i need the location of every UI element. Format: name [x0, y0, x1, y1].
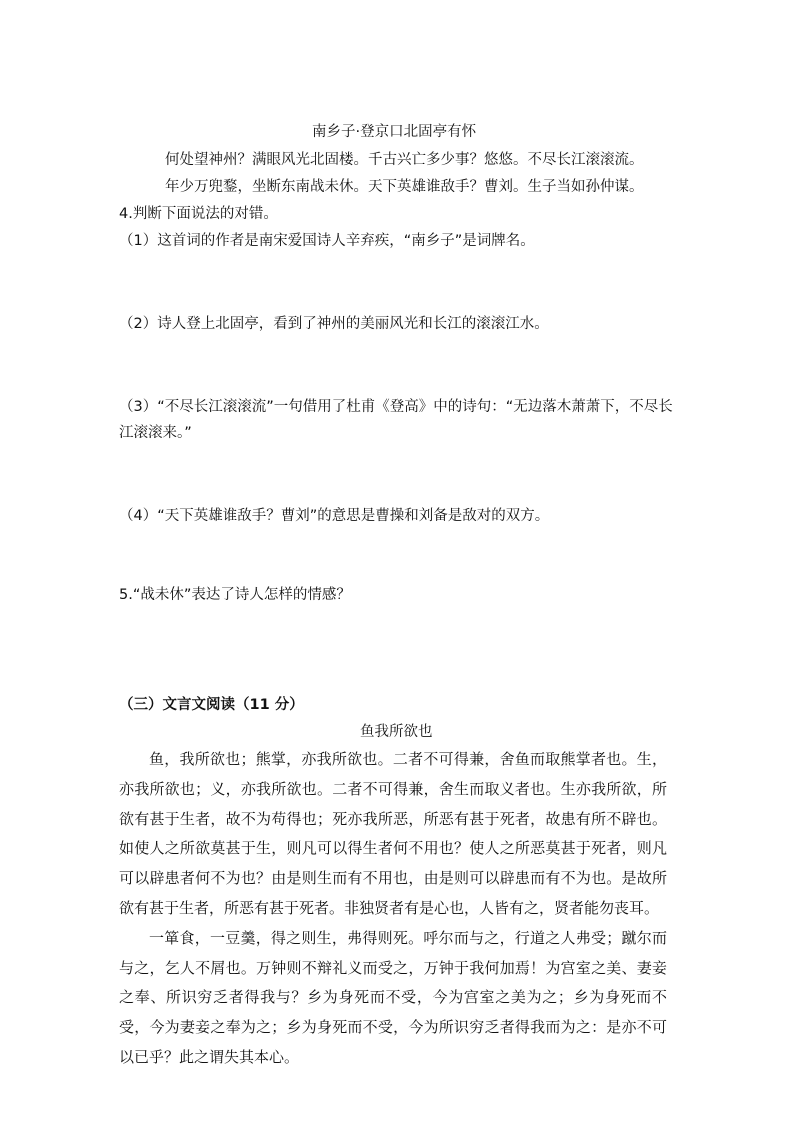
question-4-statement-2: （2）诗人登上北固亭，看到了神州的美丽风光和长江的滚滚江水。: [119, 316, 549, 332]
passage-paragraph-2: 一箪食，一豆羹，得之则生，弗得则死。呼尔而与之，行道之人弗受；蹴尔而与之，乞人不屑也。万钟则不辩礼义而受之，万钟于我何加焉！为宫室之美、妻妾之奉、所识穷乏者得我与？乡为身死而不受，今为宫室之美为之；乡为身死而不受，今为妻妾之奉为之；乡为身死而不受，今为所识穷乏者得我而为之：是亦不可以已乎？此之谓失其本心。: [119, 928, 667, 1066]
question-4-statement-1: （1）这首词的作者是南宋爱国诗人辛弃疾，“南乡子”是词牌名。: [119, 233, 535, 249]
passage-title: 鱼我所欲也: [360, 724, 433, 740]
poem-line-1: 何处望神州？满眼风光北固楼。千古兴亡多少事？悠悠。不尽长江滚滚流。: [165, 152, 644, 168]
question-4-heading: 4.判断下面说法的对错。: [119, 206, 278, 222]
poem-line-2: 年少万兜鍪，坐断东南战未休。天下英雄谁敌手？曹刘。生子当如孙仲谋。: [165, 179, 644, 195]
poem-title: 南乡子·登京口北固亭有怀: [312, 124, 477, 140]
question-5: 5.“战未休”表达了诗人怎样的情感？: [119, 587, 351, 603]
question-4-statement-4: （4）“天下英雄谁敌手？曹刘”的意思是曹操和刘备是敌对的双方。: [119, 508, 550, 524]
question-4-statement-3-cont: 江滚滚来。”: [119, 425, 192, 441]
question-4-statement-3: （3）“不尽长江滚滚流”一句借用了杜甫《登高》中的诗句：“无边落木萧萧下，不尽长: [119, 399, 673, 415]
passage-paragraph-1: 鱼，我所欲也；熊掌，亦我所欲也。二者不可得兼，舍鱼而取熊掌者也。生，亦我所欲也；义，亦我所欲也。二者不可得兼，舍生而取义者也。生亦我所欲，所欲有甚于生者，故不为苟得也；死亦我所恶，所恶有甚于死者，故患有所不辟也。如使人之所欲莫甚于生，则凡可以得生者何不用也？使人之所恶莫甚于死者，则凡可以辟患者何不为也？由是则生而有不用也，由是则可以辟患而有不为也。是故所欲有甚于生者，所恶有甚于死者。非独贤者有是心也，人皆有之，贤者能勿丧耳。: [119, 750, 667, 917]
passage-body: [119, 745, 667, 1073]
section-heading: （三）文言文阅读（11 分）: [119, 697, 304, 713]
